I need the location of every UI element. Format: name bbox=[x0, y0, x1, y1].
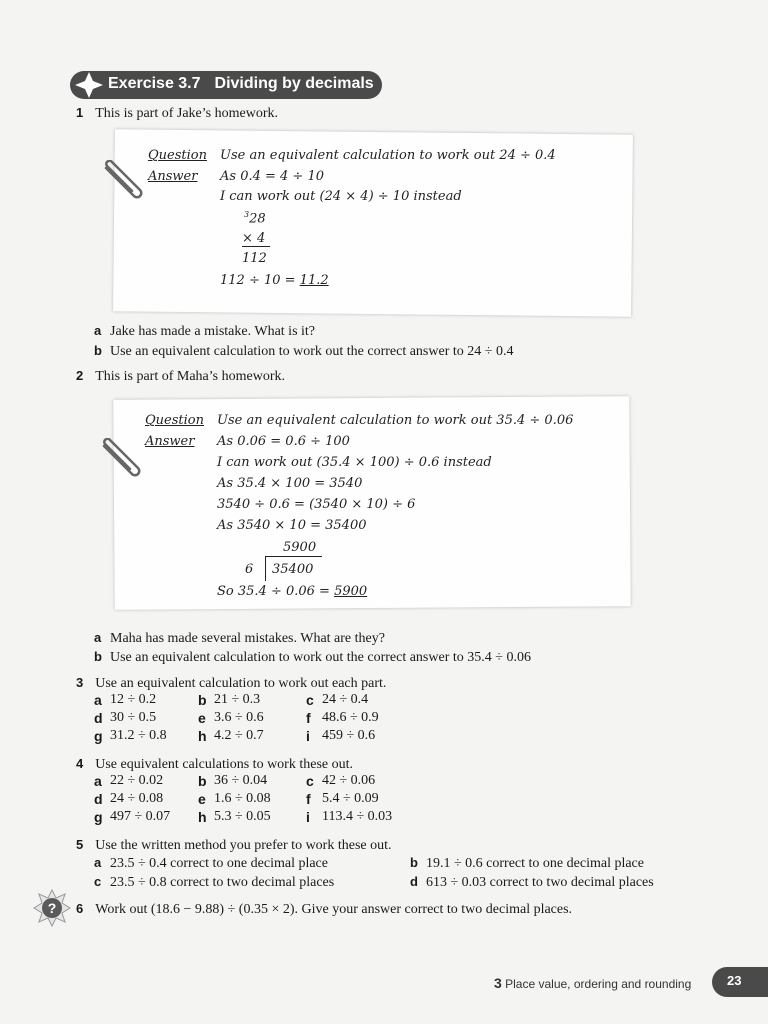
hw2-div-divisor: 6 bbox=[245, 562, 254, 577]
part-text: Use an equivalent calculation to work out the correct answer to 24 ÷ 0.4 bbox=[110, 344, 514, 359]
part-letter: b bbox=[198, 692, 207, 708]
hw2-answer-label: Answer bbox=[145, 434, 195, 449]
part-letter: d bbox=[94, 710, 103, 726]
question-1 bbox=[76, 104, 278, 122]
part-text: 459 ÷ 0.6 bbox=[322, 728, 376, 743]
paperclip-icon bbox=[98, 160, 144, 206]
hw1-mult-result: 112 bbox=[242, 251, 267, 266]
part-text: 3.6 ÷ 0.6 bbox=[214, 710, 264, 725]
question-number: 3 bbox=[76, 675, 84, 690]
question-number: 6 bbox=[76, 901, 84, 916]
part-text: 23.5 ÷ 0.4 correct to one decimal place bbox=[110, 856, 328, 871]
part-letter: a bbox=[94, 323, 102, 338]
question-4 bbox=[76, 755, 353, 773]
hw2-line: 3540 ÷ 0.6 = (3540 × 10) ÷ 6 bbox=[217, 497, 416, 512]
part-text: 24 ÷ 0.08 bbox=[110, 791, 164, 806]
question-text: This is part of Jake’s homework. bbox=[95, 106, 278, 121]
q3-parts-grid bbox=[94, 692, 422, 744]
hw2-question-row bbox=[145, 413, 573, 428]
hw2-final-value: 5900 bbox=[334, 584, 368, 599]
part-letter: d bbox=[410, 874, 418, 889]
part-letter: c bbox=[306, 692, 314, 708]
question-number: 1 bbox=[76, 105, 84, 120]
part-text: Jake has made a mistake. What is it? bbox=[110, 324, 316, 339]
hw2-final-prefix: So 35.4 ÷ 0.06 = bbox=[217, 584, 335, 599]
part-letter: h bbox=[198, 809, 207, 825]
exercise-title: Dividing by decimals bbox=[214, 75, 374, 92]
hw2-div-dividend: 35400 bbox=[272, 562, 314, 577]
part-letter: g bbox=[94, 809, 103, 825]
hw1-line: I can work out (24 × 4) ÷ 10 instead bbox=[220, 189, 462, 204]
part-letter: f bbox=[306, 710, 311, 726]
part-letter: a bbox=[94, 855, 102, 870]
hw2-line: As 3540 × 10 = 35400 bbox=[217, 518, 367, 533]
part-letter: a bbox=[94, 773, 102, 789]
hw2-line: As 0.06 = 0.6 ÷ 100 bbox=[217, 434, 350, 449]
part-text: 42 ÷ 0.06 bbox=[322, 773, 376, 788]
hw1-final-value: 11.2 bbox=[299, 273, 329, 288]
hw2-question-text: Use an equivalent calculation to work out 35.4 ÷ 0.06 bbox=[217, 413, 574, 428]
part-letter: i bbox=[306, 728, 310, 744]
hw2-line: I can work out (35.4 × 100) ÷ 0.6 instead bbox=[217, 455, 492, 470]
q4-parts-grid bbox=[94, 773, 422, 825]
q1-part-a bbox=[94, 322, 315, 340]
hw1-final bbox=[220, 273, 329, 288]
hw1-final-prefix: 112 ÷ 10 = bbox=[220, 273, 300, 288]
q5-part-a bbox=[94, 854, 328, 872]
hw2-answer-row bbox=[145, 434, 350, 449]
part-text: 48.6 ÷ 0.9 bbox=[322, 710, 379, 725]
hw2-div-quotient: 5900 bbox=[283, 540, 317, 555]
hw2-line: As 35.4 × 100 = 3540 bbox=[217, 476, 363, 491]
question-3 bbox=[76, 674, 386, 692]
exercise-heading bbox=[108, 75, 388, 93]
question-6 bbox=[76, 900, 572, 918]
part-letter: e bbox=[198, 791, 206, 807]
paperclip-icon bbox=[96, 438, 142, 484]
part-letter: d bbox=[94, 791, 103, 807]
part-text: 1.6 ÷ 0.08 bbox=[214, 791, 271, 806]
q5-part-b bbox=[410, 854, 644, 872]
part-letter: e bbox=[198, 710, 206, 726]
q5-part-c bbox=[94, 873, 334, 891]
exercise-number: Exercise 3.7 bbox=[108, 75, 201, 92]
q2-part-b bbox=[94, 648, 531, 666]
footer-chapter-number: 3 bbox=[494, 975, 502, 991]
hw2-final bbox=[217, 584, 367, 599]
question-2 bbox=[76, 367, 285, 385]
hw1-question-text: Use an equivalent calculation to work out 24 ÷ 0.4 bbox=[220, 148, 556, 163]
part-text: 30 ÷ 0.5 bbox=[110, 710, 157, 725]
part-text: 31.2 ÷ 0.8 bbox=[110, 728, 167, 743]
part-text: 23.5 ÷ 0.8 correct to two decimal places bbox=[110, 875, 335, 890]
question-text: Work out (18.6 − 9.88) ÷ (0.35 × 2). Give your answer correct to two decimal places. bbox=[95, 902, 573, 917]
part-letter: b bbox=[94, 343, 102, 358]
part-letter: c bbox=[94, 874, 102, 889]
hw1-question-label: Question bbox=[148, 148, 207, 163]
page-number: 23 bbox=[727, 973, 742, 988]
part-letter: f bbox=[306, 791, 311, 807]
hw1-answer-row bbox=[148, 169, 324, 184]
part-letter: i bbox=[306, 809, 310, 825]
hw1-line: As 0.4 = 4 ÷ 10 bbox=[220, 169, 324, 184]
question-text: Use an equivalent calculation to work out each part. bbox=[95, 676, 387, 691]
part-text: 497 ÷ 0.07 bbox=[110, 809, 171, 824]
question-text: Use the written method you prefer to work these out. bbox=[95, 838, 392, 853]
footer-chapter-title: Place value, ordering and rounding bbox=[505, 977, 692, 991]
q1-part-b bbox=[94, 342, 513, 360]
q5-part-d bbox=[410, 873, 654, 891]
question-5 bbox=[76, 836, 392, 854]
question-number: 4 bbox=[76, 756, 84, 771]
part-text: 24 ÷ 0.4 bbox=[322, 692, 369, 707]
part-letter: g bbox=[94, 728, 103, 744]
part-letter: a bbox=[94, 630, 102, 645]
part-text: 19.1 ÷ 0.6 correct to one decimal place bbox=[426, 856, 644, 871]
hw1-answer-label: Answer bbox=[148, 169, 198, 184]
hw1-mult-top bbox=[244, 210, 266, 226]
part-letter: b bbox=[410, 855, 418, 870]
q2-part-a bbox=[94, 629, 385, 647]
question-burst-icon bbox=[32, 888, 72, 928]
part-letter: b bbox=[198, 773, 207, 789]
part-text: 613 ÷ 0.03 correct to two decimal places bbox=[426, 875, 654, 890]
part-text: 22 ÷ 0.02 bbox=[110, 773, 164, 788]
hw1-mult-top-value: 28 bbox=[249, 211, 266, 227]
question-number: 2 bbox=[76, 368, 84, 383]
footer-chapter bbox=[494, 975, 691, 991]
hw1-mult-by: × 4 bbox=[242, 231, 270, 247]
hw2-question-label: Question bbox=[145, 413, 204, 428]
part-text: 21 ÷ 0.3 bbox=[214, 692, 261, 707]
part-text: 5.3 ÷ 0.05 bbox=[214, 809, 271, 824]
part-letter: c bbox=[306, 773, 314, 789]
part-text: 4.2 ÷ 0.7 bbox=[214, 728, 264, 743]
svg-text:?: ? bbox=[47, 900, 57, 916]
part-letter: b bbox=[94, 649, 102, 664]
part-text: Use an equivalent calculation to work out the correct answer to 35.4 ÷ 0.06 bbox=[110, 650, 531, 665]
part-text: Maha has made several mistakes. What are they? bbox=[110, 631, 385, 646]
diamond-star-icon bbox=[74, 71, 104, 99]
question-text: Use equivalent calculations to work these out. bbox=[95, 757, 353, 772]
part-letter: h bbox=[198, 728, 207, 744]
part-letter: a bbox=[94, 692, 102, 708]
part-text: 5.4 ÷ 0.09 bbox=[322, 791, 379, 806]
hw1-carry: 3 bbox=[244, 210, 250, 219]
part-text: 12 ÷ 0.2 bbox=[110, 692, 157, 707]
question-text: This is part of Maha’s homework. bbox=[95, 369, 285, 384]
part-text: 113.4 ÷ 0.03 bbox=[322, 809, 393, 824]
question-number: 5 bbox=[76, 837, 84, 852]
hw1-question-row bbox=[148, 148, 556, 163]
part-text: 36 ÷ 0.04 bbox=[214, 773, 268, 788]
